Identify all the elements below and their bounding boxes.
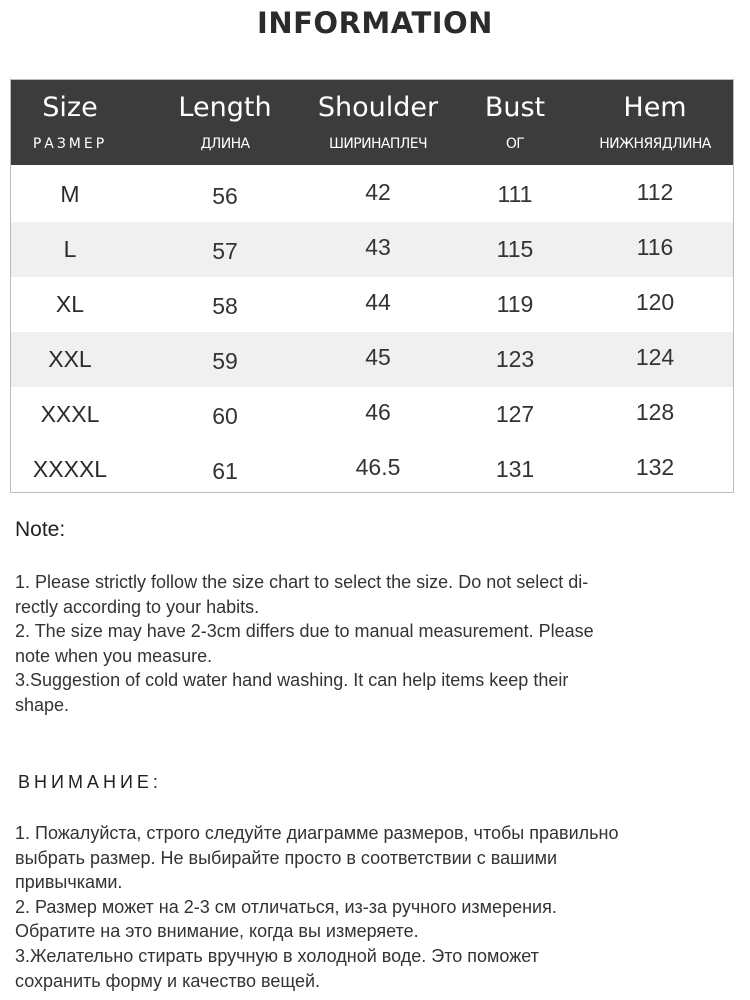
header-hem-ru: НИЖНЯЯДЛИНА (599, 136, 711, 152)
cell-hem: 132 (635, 454, 675, 480)
cell-size: L (63, 236, 77, 262)
header-length-en: Length (178, 92, 272, 123)
header-length-ru: ДЛИНА (200, 136, 250, 152)
header-hem (581, 80, 729, 165)
cell-hem: 116 (636, 234, 674, 260)
cell-shoulder: 43 (365, 234, 391, 260)
cell-shoulder: 45 (365, 344, 391, 370)
note-heading: Note: (15, 518, 66, 541)
header-shoulder (304, 80, 452, 165)
cell-size: XXL (48, 346, 92, 372)
header-shoulder-en: Shoulder (317, 92, 439, 123)
header-shoulder-ru: ШИРИНАПЛЕЧ (329, 136, 427, 152)
cell-length: 58 (212, 293, 238, 319)
cell-bust: 127 (495, 401, 535, 427)
cell-bust: 119 (496, 291, 534, 317)
attention-text: 1. Пожалуйста, строго следуйте диаграмме размеров, чтобы правильно выбрать размер. Не выбирайте просто в соответствии с вашими привычками. 2. Размер может на 2-3 см отличаться, из-за ручного измерения. Обратите на это внимание, когда вы измеряете. 3.Желательно стирать вручную в холодной воде. Это поможет сохранить форму и качество вещей. (15, 823, 619, 991)
cell-length: 61 (212, 458, 238, 484)
cell-shoulder: 42 (365, 179, 391, 205)
header-hem-en: Hem (623, 92, 687, 123)
table-header (11, 80, 733, 165)
header-bust (451, 80, 579, 165)
table-row (11, 442, 733, 497)
cell-length: 59 (212, 348, 238, 374)
table-row (11, 277, 733, 332)
header-size-ru: РАЗМЕР (32, 136, 108, 152)
cell-hem: 128 (635, 399, 675, 425)
table-row (11, 167, 733, 222)
note-text: 1. Please strictly follow the size chart to select the size. Do not select di- rectly according to your habits. 2. The size may have 2-3cm differs due to manual measurement. Please note when you measure. 3.Suggestion of cold water hand washing. It can help items keep their shape. (15, 572, 594, 715)
cell-length: 57 (212, 238, 238, 264)
table-row (11, 332, 733, 387)
cell-bust: 111 (497, 181, 533, 207)
cell-length: 56 (212, 183, 238, 209)
cell-bust: 131 (495, 456, 535, 482)
cell-size: XXXL (40, 401, 100, 427)
header-size-en: Size (42, 92, 98, 123)
cell-size: M (60, 181, 80, 207)
cell-size: XL (55, 291, 85, 317)
cell-size: XXXXL (32, 456, 108, 482)
cell-shoulder: 46.5 (355, 454, 401, 480)
cell-bust: 115 (496, 236, 534, 262)
table-row (11, 387, 733, 442)
size-chart-table (10, 79, 734, 493)
header-length (151, 80, 299, 165)
cell-bust: 123 (495, 346, 535, 372)
cell-shoulder: 44 (365, 289, 391, 315)
cell-hem: 124 (635, 344, 675, 370)
page-title: INFORMATION (257, 6, 493, 40)
header-bust-en: Bust (484, 92, 546, 123)
cell-shoulder: 46 (365, 399, 391, 425)
attention-heading: ВНИМАНИЕ: (18, 772, 162, 792)
table-row (11, 222, 733, 277)
cell-hem: 112 (636, 179, 674, 205)
header-size (11, 80, 129, 165)
cell-length: 60 (212, 403, 238, 429)
cell-hem: 120 (635, 289, 675, 315)
header-bust-ru: ОГ (505, 136, 525, 152)
